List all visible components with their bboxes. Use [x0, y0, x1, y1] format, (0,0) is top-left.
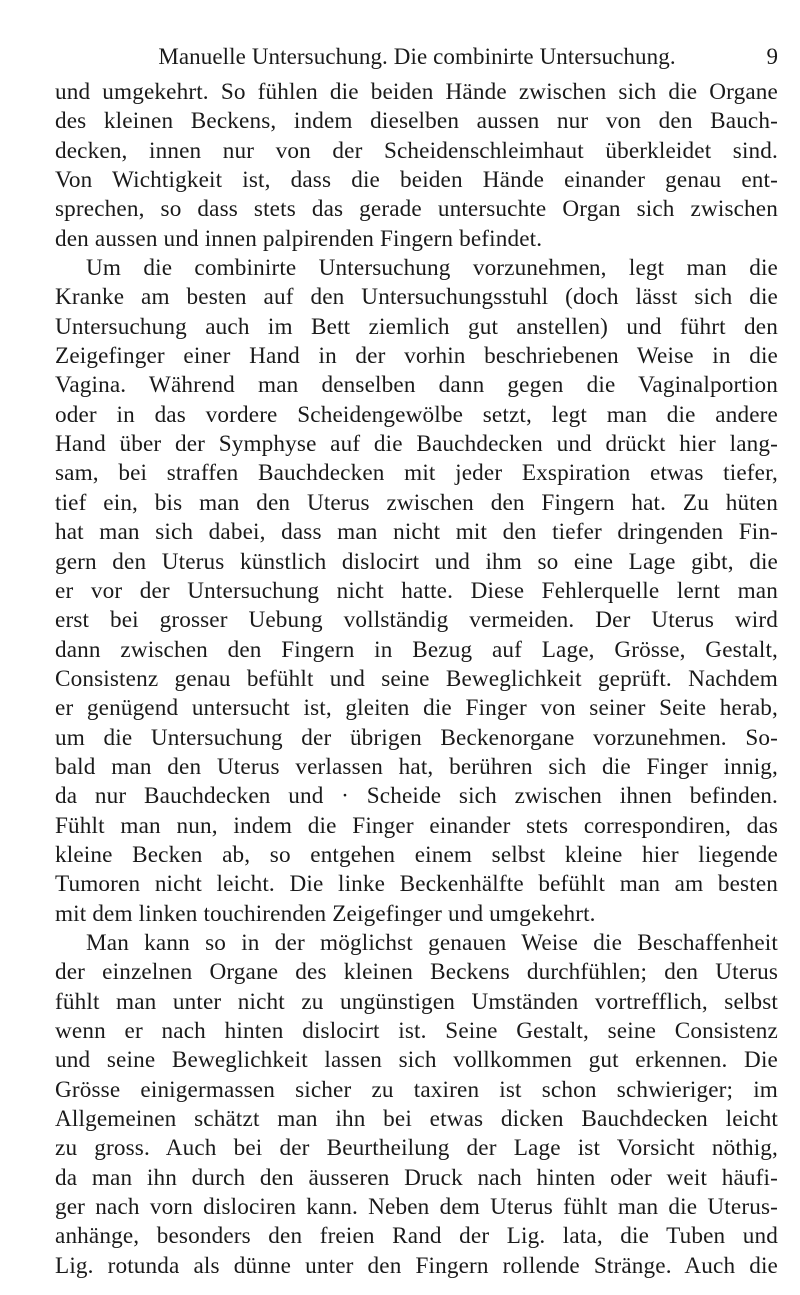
running-head	[56, 40, 778, 74]
text-line: da nur Bauchdecken und · Scheide sich zwischen ihnen befinden.	[55, 783, 778, 810]
text-line: und umgekehrt. So fühlen die beiden Hände zwischen sich die Organe	[55, 79, 778, 105]
text-line: wenn er nach hinten dislocirt ist. Seine Gestalt, seine Consistenz	[55, 1018, 778, 1044]
text-line: kleine Becken ab, so entgehen einem selbst kleine hier liegende	[55, 841, 778, 868]
text-line: Man kann so in der möglichst genauen Weise die Beschaffenheit	[86, 929, 778, 956]
text-line: mit dem linken touchirenden Zeigefinger und umgekehrt.	[55, 900, 596, 927]
text-line: er vor der Untersuchung nicht hatte. Diese Fehlerquelle lernt man	[55, 577, 778, 604]
text-line: Kranke am besten auf den Untersuchungsstuhl (doch lässt sich die	[55, 284, 778, 311]
text-line: sam, bei straffen Bauchdecken mit jeder Exspiration etwas tiefer,	[55, 460, 778, 487]
text-line: Hand über der Symphyse auf die Bauchdecken und drückt hier lang-	[55, 431, 778, 458]
text-line: da man ihn durch den äusseren Druck nach hinten oder weit häufi-	[55, 1164, 778, 1191]
text-line: fühlt man unter nicht zu ungünstigen Umständen vortrefflich, selbst	[55, 988, 778, 1015]
text-line: und seine Beweglichkeit lassen sich vollkommen gut erkennen. Die	[55, 1047, 778, 1074]
text-line: Consistenz genau befühlt und seine Beweglichkeit geprüft. Nachdem	[55, 665, 778, 692]
body-text	[55, 78, 778, 1281]
text-line: Fühlt man nun, indem die Finger einander stets correspondiren, das	[55, 812, 778, 839]
paragraph	[55, 78, 778, 254]
text-line: Allgemeinen schätzt man ihn bei etwas dicken Bauchdecken leicht	[55, 1106, 778, 1133]
text-line: erst bei grosser Uebung vollständig vermeiden. Der Uterus wird	[55, 607, 778, 634]
text-line: Lig. rotunda als dünne unter den Fingern rollende Stränge. Auch die	[55, 1252, 778, 1279]
text-line: der einzelnen Organe des kleinen Beckens durchfühlen; den Uterus	[55, 959, 778, 986]
text-line: Um die combinirte Untersuchung vorzunehmen, legt man die	[86, 255, 778, 282]
text-line: Vagina. Während man denselben dann gegen die Vaginalportion	[55, 372, 778, 399]
paragraph	[55, 254, 778, 929]
text-line: den aussen und innen palpirenden Fingern befindet.	[55, 225, 543, 252]
text-line: Tumoren nicht leicht. Die linke Beckenhälfte befühlt man am besten	[55, 871, 778, 898]
text-line: decken, innen nur von der Scheidenschleimhaut überkleidet sind.	[55, 137, 778, 164]
text-line: Zeigefinger einer Hand in der vorhin beschriebenen Weise in die	[55, 343, 778, 370]
text-line: ger nach vorn dislociren kann. Neben dem Uterus fühlt man die Uterus-	[55, 1194, 778, 1221]
paragraph	[55, 929, 778, 1281]
text-line: dann zwischen den Fingern in Bezug auf Lage, Grösse, Gestalt,	[55, 636, 778, 663]
running-title: Manuelle Untersuchung. Die combinirte Untersuchung.	[158, 44, 676, 69]
text-line: sprechen, so dass stets das gerade untersuchte Organ sich zwischen	[55, 196, 778, 223]
text-line: Untersuchung auch im Bett ziemlich gut anstellen) und führt den	[55, 313, 778, 340]
text-line: Von Wichtigkeit ist, dass die beiden Hände einander genau ent-	[55, 167, 778, 194]
page-number: 9	[766, 44, 778, 69]
text-line: bald man den Uterus verlassen hat, berühren sich die Finger innig,	[55, 753, 778, 780]
text-line: er genügend untersucht ist, gleiten die Finger von seiner Seite herab,	[55, 695, 778, 722]
text-line: oder in das vordere Scheidengewölbe setzt, legt man die andere	[55, 401, 778, 428]
text-line: um die Untersuchung der übrigen Beckenorgane vorzunehmen. So-	[55, 724, 778, 751]
text-line: zu gross. Auch bei der Beurtheilung der Lage ist Vorsicht nöthig,	[55, 1135, 778, 1162]
text-line: anhänge, besonders den freien Rand der Lig. lata, die Tuben und	[55, 1223, 778, 1250]
text-line: gern den Uterus künstlich dislocirt und ihm so eine Lage gibt, die	[55, 548, 778, 575]
text-line: hat man sich dabei, dass man nicht mit den tiefer dringenden Fin-	[55, 519, 778, 546]
text-line: des kleinen Beckens, indem dieselben aussen nur von den Bauch-	[55, 108, 778, 135]
text-line: tief ein, bis man den Uterus zwischen den Fingern hat. Zu hüten	[55, 489, 778, 516]
text-line: Grösse einigermassen sicher zu taxiren ist schon schwieriger; im	[55, 1076, 778, 1103]
